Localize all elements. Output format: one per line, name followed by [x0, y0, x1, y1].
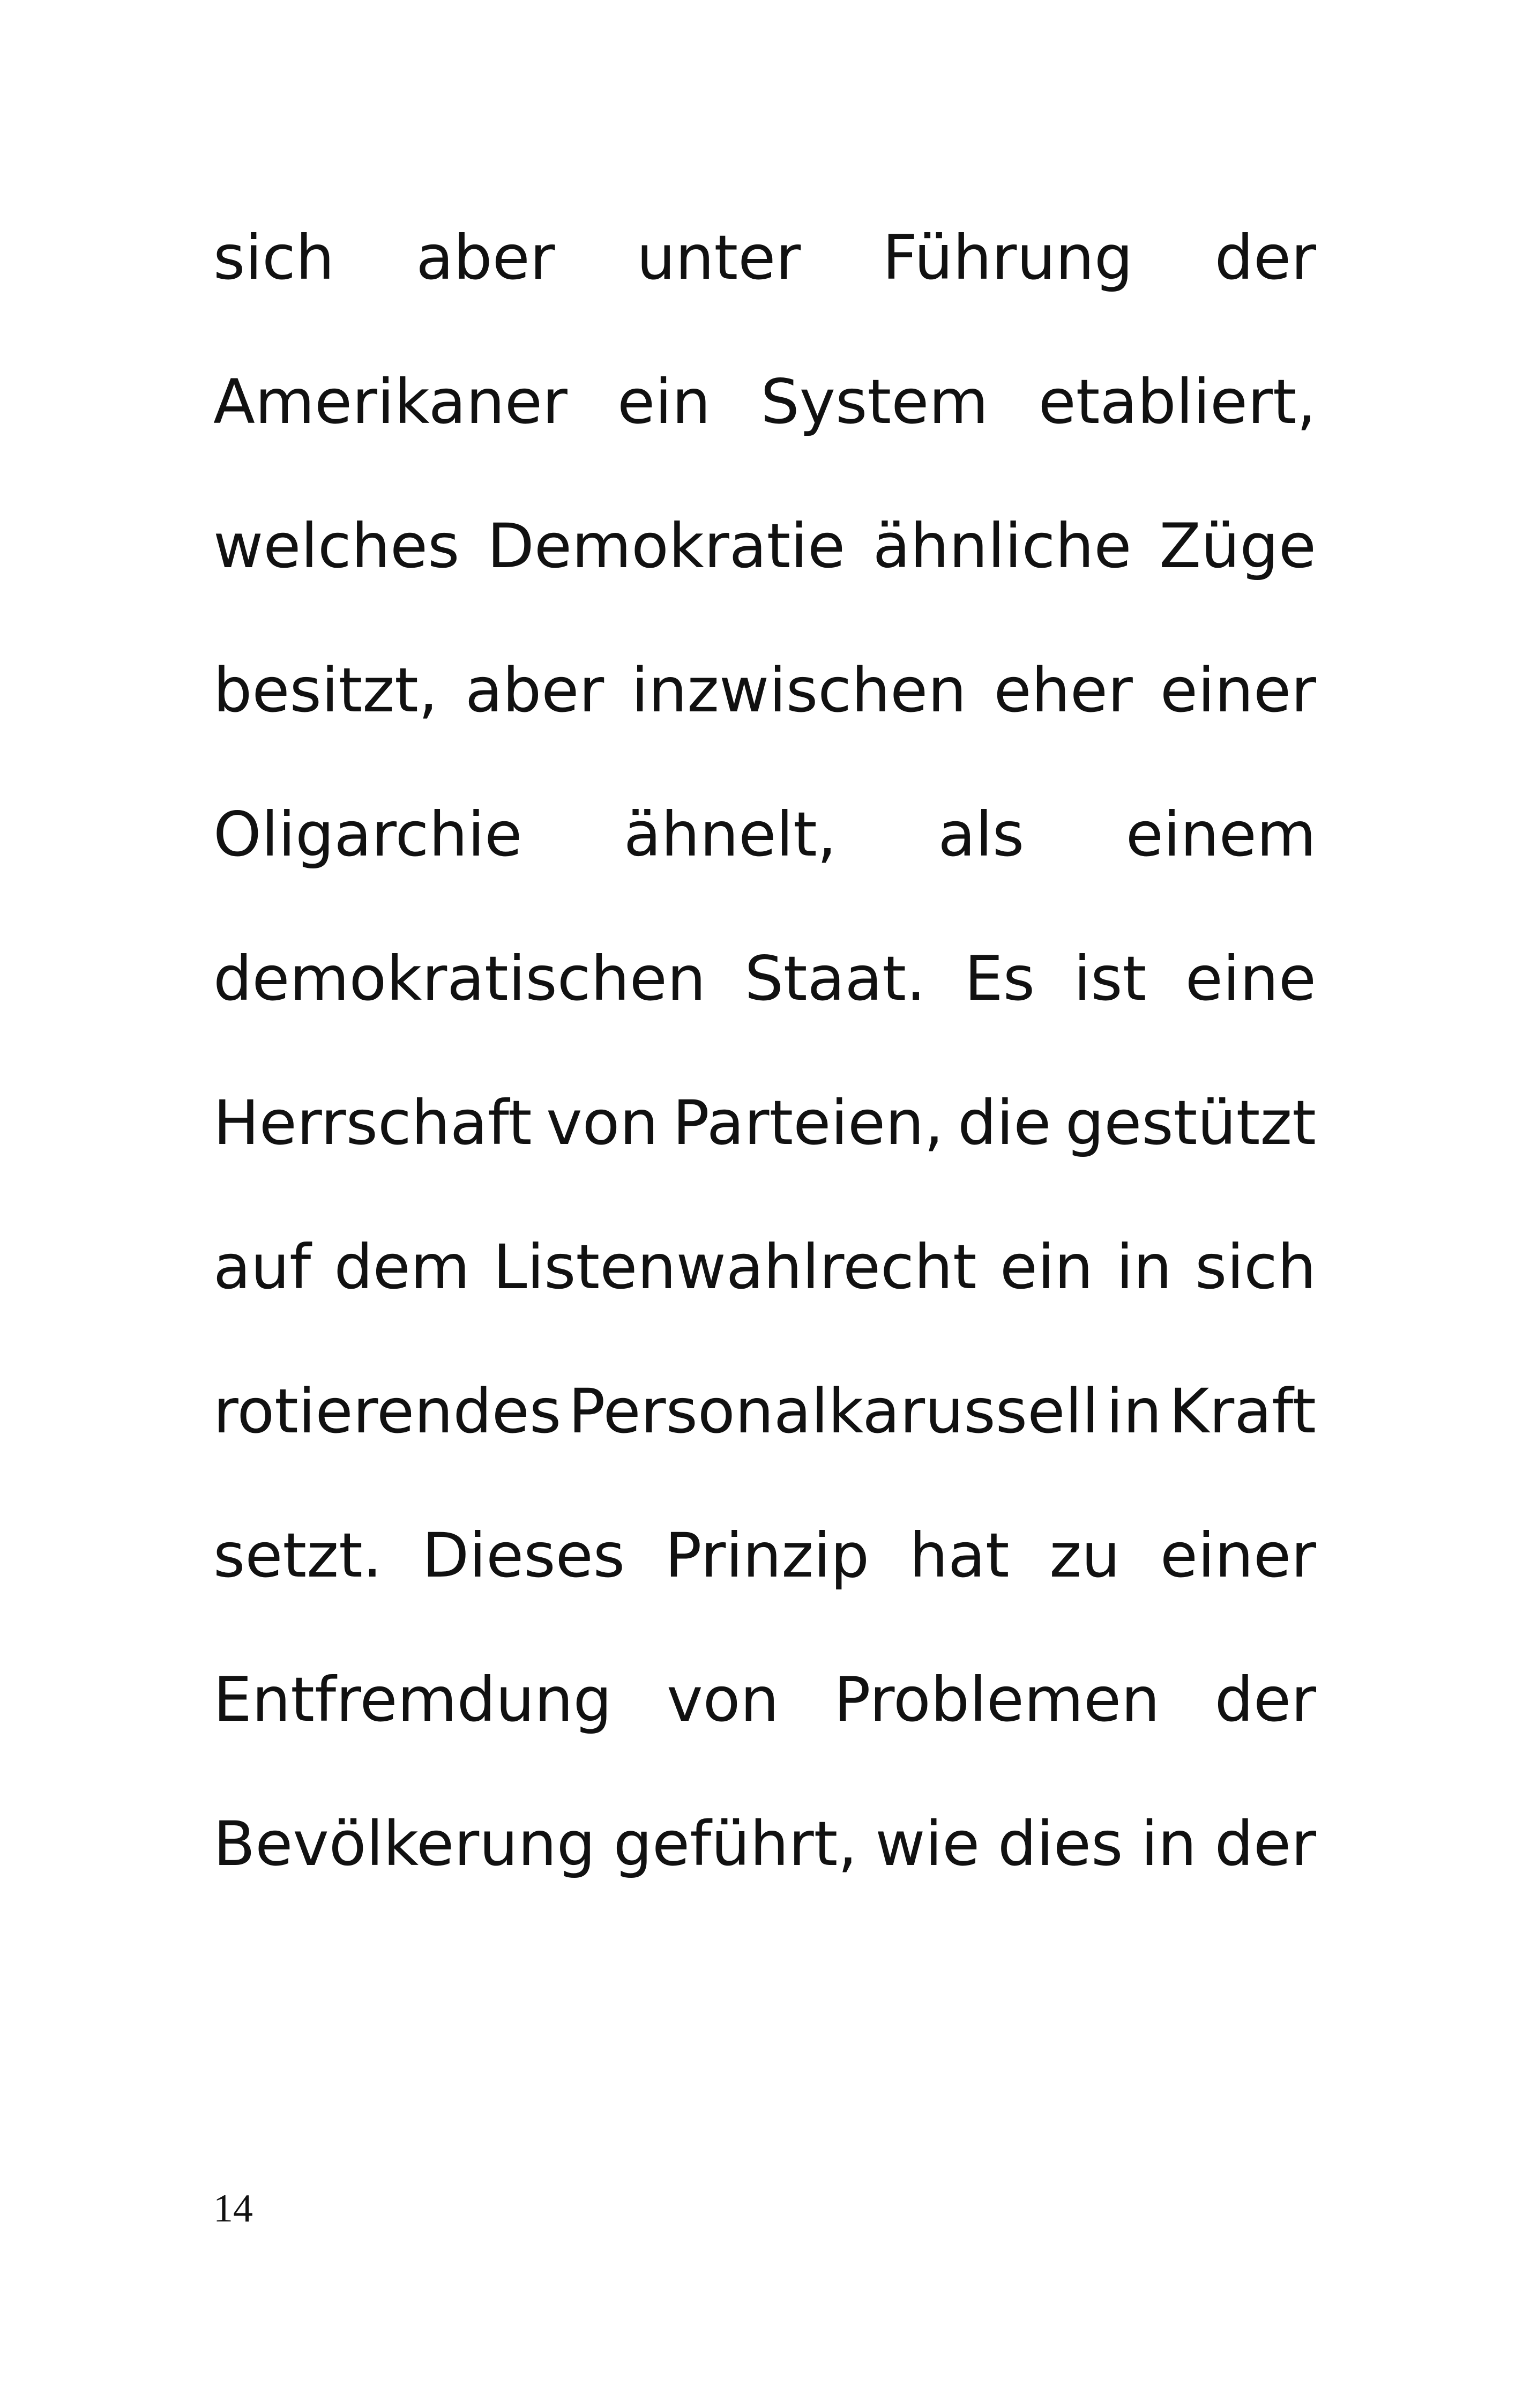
word: Züge: [1159, 510, 1316, 582]
word: ein: [617, 366, 711, 437]
word: inzwischen: [631, 655, 967, 726]
text-line: [213, 1230, 1316, 1374]
text-line: [213, 1518, 1316, 1662]
word: in: [1116, 1231, 1172, 1303]
word: Demokratie: [487, 510, 846, 582]
word: rotierendes: [213, 1376, 562, 1447]
word: als: [938, 799, 1025, 870]
word: Staat.: [744, 943, 926, 1014]
word: etabliert,: [1038, 366, 1316, 437]
body-text: [213, 220, 1316, 1951]
word: der: [1214, 1664, 1316, 1735]
word: Kraft: [1169, 1376, 1316, 1447]
word: einer: [1160, 1520, 1316, 1591]
word: Amerikaner: [213, 366, 568, 437]
word: geführt,: [613, 1808, 857, 1879]
word: dem: [334, 1231, 470, 1303]
word: Problemen: [833, 1664, 1160, 1735]
word: Bevölkerung: [213, 1808, 596, 1879]
word: sich: [213, 222, 334, 293]
text-line: [213, 1807, 1316, 1951]
word: auf: [213, 1231, 311, 1303]
word: ähnelt,: [623, 799, 837, 870]
word: sich: [1194, 1231, 1316, 1303]
word: Entfremdung: [213, 1664, 612, 1735]
word: Listenwahlrecht: [492, 1231, 977, 1303]
word: aber: [465, 655, 604, 726]
text-line: [213, 365, 1316, 509]
word: Dieses: [422, 1520, 625, 1591]
text-line: [213, 941, 1316, 1086]
text-line: [213, 797, 1316, 941]
word: dies: [997, 1808, 1123, 1879]
word: Parteien,: [673, 1087, 944, 1158]
word: Personalkarussell: [568, 1376, 1099, 1447]
word: die: [958, 1087, 1051, 1158]
word: zu: [1049, 1520, 1121, 1591]
word: Herrschaft: [213, 1087, 532, 1158]
word: in: [1141, 1808, 1197, 1879]
word: der: [1214, 1808, 1316, 1879]
word: Prinzip: [665, 1520, 870, 1591]
word: einem: [1125, 799, 1316, 870]
word: von: [667, 1664, 779, 1735]
word: eher: [994, 655, 1133, 726]
word: der: [1214, 222, 1316, 293]
word: wie: [875, 1808, 980, 1879]
word: einer: [1160, 655, 1316, 726]
word: von: [546, 1087, 659, 1158]
text-line: [213, 1374, 1316, 1518]
word: eine: [1185, 943, 1316, 1014]
text-line: [213, 1086, 1316, 1230]
word: ein: [999, 1231, 1093, 1303]
page-number: 14: [213, 2187, 253, 2231]
word: hat: [909, 1520, 1010, 1591]
word: in: [1106, 1376, 1162, 1447]
word: welches: [213, 510, 460, 582]
word: ist: [1073, 943, 1147, 1014]
word: Es: [964, 943, 1035, 1014]
word: unter: [637, 222, 801, 293]
word: gestützt: [1065, 1087, 1316, 1158]
word: Oligarchie: [213, 799, 522, 870]
text-line: [213, 509, 1316, 653]
word: System: [760, 366, 989, 437]
word: besitzt,: [213, 655, 438, 726]
text-line: [213, 220, 1316, 365]
word: ähnliche: [872, 510, 1132, 582]
text-line: [213, 1662, 1316, 1807]
word: setzt.: [213, 1520, 383, 1591]
text-line: [213, 653, 1316, 797]
word: demokratischen: [213, 943, 706, 1014]
word: Führung: [882, 222, 1133, 293]
word: aber: [416, 222, 555, 293]
